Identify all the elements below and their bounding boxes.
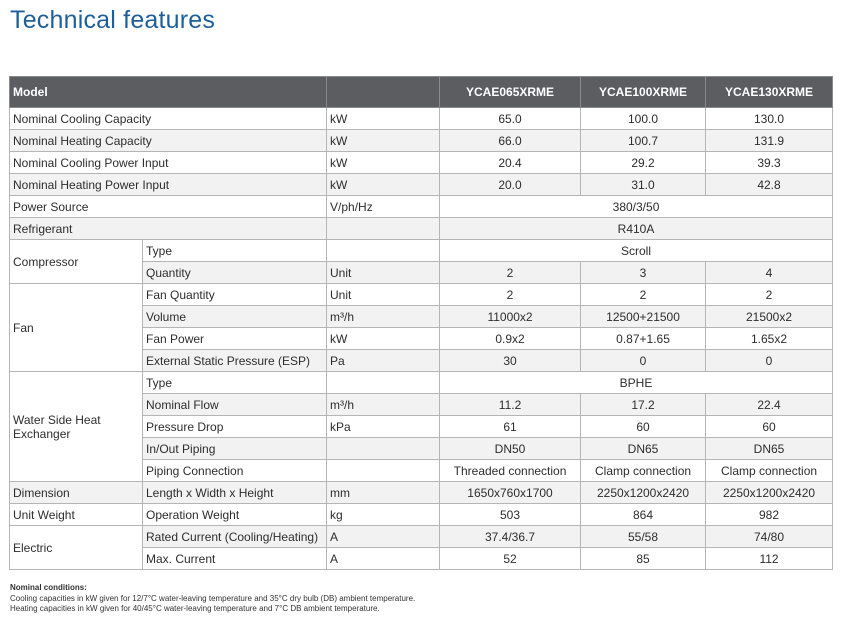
cell-value: 2 bbox=[440, 284, 581, 306]
cell-value: 0 bbox=[581, 350, 706, 372]
row-sublabel: Type bbox=[143, 372, 327, 394]
row-unit: kPa bbox=[327, 416, 440, 438]
cell-value: 0.87+1.65 bbox=[581, 328, 706, 350]
row-label: Power Source bbox=[10, 196, 327, 218]
cell-value: 0 bbox=[706, 350, 833, 372]
cell-value: 42.8 bbox=[706, 174, 833, 196]
row-label: Dimension bbox=[10, 482, 143, 504]
row-unit: kW bbox=[327, 328, 440, 350]
row-label: Nominal Heating Power Input bbox=[10, 174, 327, 196]
table-header-row bbox=[10, 77, 833, 108]
row-label: Nominal Cooling Capacity bbox=[10, 108, 327, 130]
row-unit: V/ph/Hz bbox=[327, 196, 440, 218]
group-label-electric: Electric bbox=[10, 526, 143, 570]
row-sublabel: Max. Current bbox=[143, 548, 327, 570]
notes-heading: Nominal conditions: bbox=[10, 583, 87, 592]
cell-value: 1650x760x1700 bbox=[440, 482, 581, 504]
row-unit: A bbox=[327, 548, 440, 570]
table-row bbox=[10, 218, 833, 240]
cell-value: 130.0 bbox=[706, 108, 833, 130]
cell-value: 21500x2 bbox=[706, 306, 833, 328]
row-unit: Unit bbox=[327, 262, 440, 284]
cell-value: 864 bbox=[581, 504, 706, 526]
table-row bbox=[10, 504, 833, 526]
cell-value: 65.0 bbox=[440, 108, 581, 130]
cell-value: Scroll bbox=[440, 240, 833, 262]
cell-value: Clamp connection bbox=[581, 460, 706, 482]
cell-value: 12500+21500 bbox=[581, 306, 706, 328]
table-row bbox=[10, 130, 833, 152]
cell-value: 17.2 bbox=[581, 394, 706, 416]
row-label: Unit Weight bbox=[10, 504, 143, 526]
cell-value: 100.7 bbox=[581, 130, 706, 152]
cell-value: Threaded connection bbox=[440, 460, 581, 482]
row-sublabel: Quantity bbox=[143, 262, 327, 284]
row-sublabel: Fan Quantity bbox=[143, 284, 327, 306]
row-unit bbox=[327, 218, 440, 240]
row-sublabel: Length x Width x Height bbox=[143, 482, 327, 504]
cell-value: 131.9 bbox=[706, 130, 833, 152]
cell-value: R410A bbox=[440, 218, 833, 240]
table-row bbox=[10, 174, 833, 196]
row-sublabel: Nominal Flow bbox=[143, 394, 327, 416]
nominal-conditions-notes bbox=[10, 583, 415, 615]
row-unit bbox=[327, 240, 440, 262]
table-row bbox=[10, 526, 833, 548]
cell-value: 60 bbox=[706, 416, 833, 438]
row-sublabel: Volume bbox=[143, 306, 327, 328]
row-unit: kW bbox=[327, 130, 440, 152]
group-label-water-side-heat-exchanger: Water Side Heat Exchanger bbox=[10, 372, 143, 482]
row-unit: mm bbox=[327, 482, 440, 504]
row-unit: Unit bbox=[327, 284, 440, 306]
table-row bbox=[10, 196, 833, 218]
row-label: Refrigerant bbox=[10, 218, 327, 240]
row-sublabel: Rated Current (Cooling/Heating) bbox=[143, 526, 327, 548]
cell-value: 60 bbox=[581, 416, 706, 438]
cell-value: 31.0 bbox=[581, 174, 706, 196]
cell-value: 11000x2 bbox=[440, 306, 581, 328]
row-sublabel: In/Out Piping bbox=[143, 438, 327, 460]
cell-value: DN50 bbox=[440, 438, 581, 460]
model-header-3: YCAE130XRME bbox=[706, 77, 833, 108]
row-sublabel: Type bbox=[143, 240, 327, 262]
group-label-fan: Fan bbox=[10, 284, 143, 372]
cell-value: 39.3 bbox=[706, 152, 833, 174]
cell-value: 30 bbox=[440, 350, 581, 372]
cell-value: 85 bbox=[581, 548, 706, 570]
cell-value: 112 bbox=[706, 548, 833, 570]
table-row bbox=[10, 108, 833, 130]
notes-line-cooling: Cooling capacities in kW given for 12/7°C water-leaving temperature and 35°C dry bulb (DB) ambient temperature. bbox=[10, 593, 416, 603]
row-unit bbox=[327, 460, 440, 482]
cell-value: 100.0 bbox=[581, 108, 706, 130]
row-unit bbox=[327, 372, 440, 394]
row-unit: kW bbox=[327, 174, 440, 196]
row-unit: m³/h bbox=[327, 306, 440, 328]
cell-value: 74/80 bbox=[706, 526, 833, 548]
cell-value: 1.65x2 bbox=[706, 328, 833, 350]
table-row bbox=[10, 372, 833, 394]
cell-value: 20.0 bbox=[440, 174, 581, 196]
cell-value: 29.2 bbox=[581, 152, 706, 174]
table-row bbox=[10, 482, 833, 504]
cell-value: 61 bbox=[440, 416, 581, 438]
cell-value: 2 bbox=[706, 284, 833, 306]
cell-value: Clamp connection bbox=[706, 460, 833, 482]
row-unit: kg bbox=[327, 504, 440, 526]
cell-value: BPHE bbox=[440, 372, 833, 394]
group-label-compressor: Compressor bbox=[10, 240, 143, 284]
cell-value: 66.0 bbox=[440, 130, 581, 152]
row-label: Nominal Heating Capacity bbox=[10, 130, 327, 152]
cell-value: 2 bbox=[440, 262, 581, 284]
cell-value: 55/58 bbox=[581, 526, 706, 548]
cell-value: 503 bbox=[440, 504, 581, 526]
cell-value: 0.9x2 bbox=[440, 328, 581, 350]
cell-value: 982 bbox=[706, 504, 833, 526]
row-sublabel: Piping Connection bbox=[143, 460, 327, 482]
cell-value: 20.4 bbox=[440, 152, 581, 174]
cell-value: 2 bbox=[581, 284, 706, 306]
cell-value: 52 bbox=[440, 548, 581, 570]
row-unit bbox=[327, 438, 440, 460]
page-title: Technical features bbox=[10, 6, 216, 34]
model-header: Model bbox=[10, 77, 327, 108]
cell-value: DN65 bbox=[581, 438, 706, 460]
table-row bbox=[10, 240, 833, 262]
model-header-2: YCAE100XRME bbox=[581, 77, 706, 108]
cell-value: DN65 bbox=[706, 438, 833, 460]
row-unit: Pa bbox=[327, 350, 440, 372]
cell-value: 11.2 bbox=[440, 394, 581, 416]
row-sublabel: Operation Weight bbox=[143, 504, 327, 526]
table-row bbox=[10, 284, 833, 306]
cell-value: 22.4 bbox=[706, 394, 833, 416]
table-row bbox=[10, 152, 833, 174]
cell-value: 37.4/36.7 bbox=[440, 526, 581, 548]
row-unit: kW bbox=[327, 152, 440, 174]
model-header-1: YCAE065XRME bbox=[440, 77, 581, 108]
row-sublabel: External Static Pressure (ESP) bbox=[143, 350, 327, 372]
cell-value: 4 bbox=[706, 262, 833, 284]
cell-value: 2250x1200x2420 bbox=[706, 482, 833, 504]
row-sublabel: Pressure Drop bbox=[143, 416, 327, 438]
technical-features-table bbox=[9, 76, 833, 570]
notes-line-heating: Heating capacities in kW given for 40/45°C water-leaving temperature and 7°C DB ambient temperature. bbox=[10, 604, 380, 613]
row-unit: A bbox=[327, 526, 440, 548]
row-sublabel: Fan Power bbox=[143, 328, 327, 350]
row-unit: kW bbox=[327, 108, 440, 130]
row-unit: m³/h bbox=[327, 394, 440, 416]
row-label: Nominal Cooling Power Input bbox=[10, 152, 327, 174]
cell-value: 3 bbox=[581, 262, 706, 284]
cell-value: 380/3/50 bbox=[440, 196, 833, 218]
cell-value: 2250x1200x2420 bbox=[581, 482, 706, 504]
unit-header bbox=[327, 77, 440, 108]
